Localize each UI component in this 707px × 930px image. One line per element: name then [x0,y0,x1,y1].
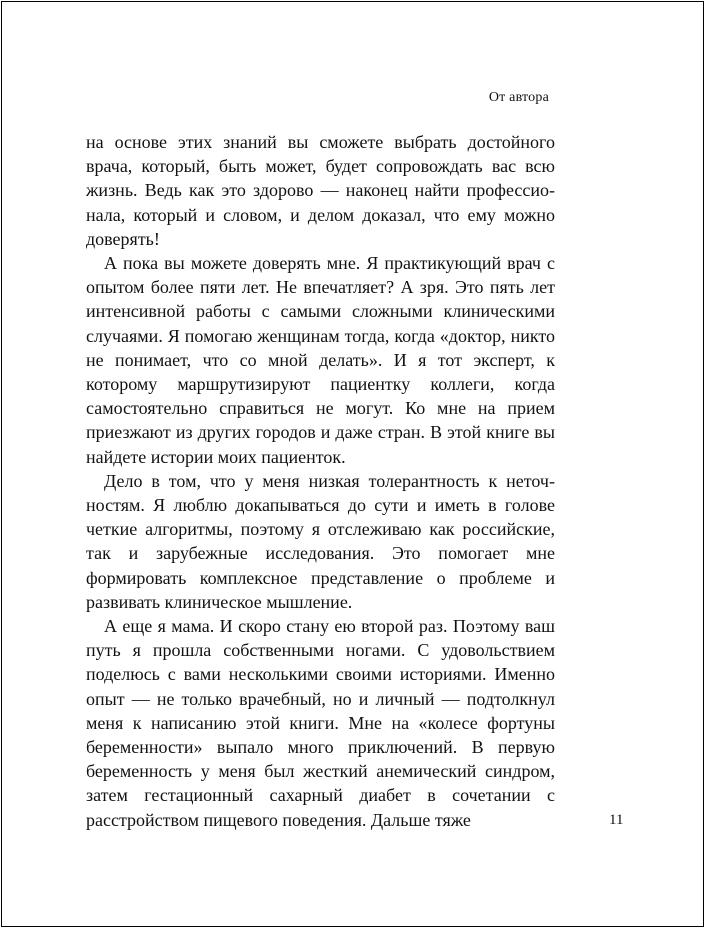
paragraph-3: Дело в том, что у меня низкая толерантность к неточностям. Я люблю докапываться до сути и иметь в голове четкие алгоритмы, поэтому я отслеживаю как российские, так и зарубежные исследования. Это помогает мне формировать комплексное представление о проблеме и развивать клиническое мышление. [86,470,555,612]
page-number: 11 [609,812,624,828]
paragraph-4: А еще я мама. И скоро стану ею второй раз. Поэтому ваш путь я прошла собственными ногами. С удовольствием поделюсь с вами несколькими своими историями. Именно опыт — не только врачебный, но и личный — подтолкнул меня к написанию этой книги. Мне на «колесе фортуны беременности» выпало много приключений. В первую беременность у меня был жесткий анемический синдром, затем гестационный сахарный диабет в сочетании с расстройством пищевого поведения. Дальше тяже [86,616,555,830]
body-text [86,130,555,832]
paragraph-2: А пока вы можете доверять мне. Я практикующий врач с опытом более пяти лет. Не впечатляет? А зря. Это пять лет интенсивной работы с самыми сложными клиническими случаями. Я помогаю женщинам тогда, когда «доктор, никто не понимает, что со мной делать». И я тот эксперт, к которому маршрутизируют пациентку коллеги, когда самостоятельно справиться не могут. Ко мне на прием приезжают из других городов и даже стран. В этой книге вы найдете истории моих пациенток. [86,253,555,467]
running-header: От автора [488,90,549,105]
paragraph-1: на основе этих знаний вы сможете выбрать достойного врача, который, быть может, будет сопровождать вас всю жизнь. Ведь как это здорово — наконец найти профессионала, который и словом, и делом доказал, что ему можно доверять! [86,132,555,249]
book-page [1,1,704,927]
